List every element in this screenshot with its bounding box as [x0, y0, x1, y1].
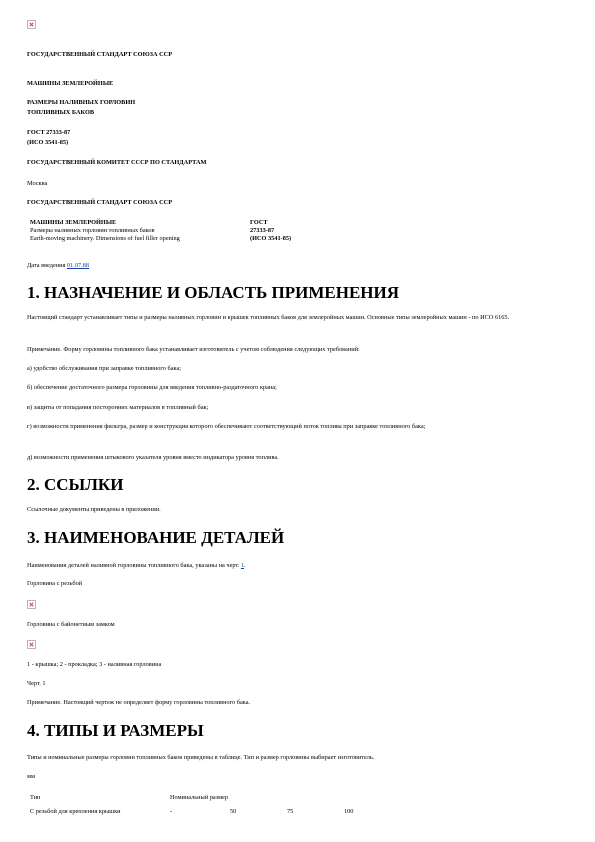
section-4-heading: 4. ТИПЫ И РАЗМЕРЫ [27, 721, 204, 740]
figure-label: Черт. 1 [27, 680, 46, 687]
title-line-1: МАШИНЫ ЗЕМЛЕРОЙНЫЕ [27, 80, 114, 87]
title-block-name-en: Earth-moving machinery. Dimensions of fuel filler opening [30, 235, 180, 242]
intro-date [27, 262, 89, 270]
figure-legend: 1 - крышка; 2 - прокладка; 3 - наливная горловина [27, 661, 162, 668]
iso-number: (ИСО 3541-85) [27, 139, 69, 146]
table-header-size: Номинальный размер [170, 794, 228, 801]
gost-number: ГОСТ 27333-87 [27, 129, 71, 136]
section-3-paragraph-text: Наименования деталей наливной горловины топливного бака, указаны на черт. [27, 562, 240, 569]
city: Москва [27, 180, 48, 187]
section-1-heading: 1. НАЗНАЧЕНИЕ И ОБЛАСТЬ ПРИМЕНЕНИЯ [27, 283, 400, 302]
section-3-paragraph-end: . [244, 562, 246, 569]
title-block-name-caps: МАШИНЫ ЗЕМЛЕРОЙНЫЕ [30, 219, 117, 226]
title-block-iso-code: (ИСО 3541-85) [250, 235, 292, 242]
state-standard-heading-2: ГОСУДАРСТВЕННЫЙ СТАНДАРТ СОЮЗА ССР [27, 199, 173, 206]
threaded-neck-caption: Горловина с резьбой [27, 580, 83, 587]
units-label: мм [27, 773, 35, 780]
section-4-paragraph: Типы и номинальные размеры горловин топливных баков приведены в таблице. Тип и размер горловины выбирает изготовитель. [27, 754, 375, 761]
section-2-heading: 2. ССЫЛКИ [27, 475, 124, 494]
logo-image-placeholder [27, 20, 36, 29]
title-block-name-ru: Размеры наливных горловин топливных баков [30, 227, 155, 234]
section-1-note: Примечание. Форму горловины топливного бака устанавливает изготовитель с учетом соблюдения следующих требований: [27, 346, 360, 353]
section-1-item-a: а) удобство обслуживания при заправке топливного бака; [27, 365, 182, 372]
committee-name: ГОСУДАРСТВЕННЫЙ КОМИТЕТ СССР ПО СТАНДАРТАМ [27, 159, 207, 166]
sizes-table [30, 794, 353, 816]
section-2-paragraph: Ссылочные документы приведены в приложении. [27, 506, 161, 513]
title-line-2: РАЗМЕРЫ НАЛИВНЫХ ГОРЛОВИН [27, 99, 136, 106]
figure-1-link[interactable]: 1 [240, 562, 245, 569]
section-1-item-d: г) возможности применения фильтра, размер и конструкция которого обеспечивают соответствующий поток топлива при заправке топливного бака; [27, 423, 426, 430]
bayonet-neck-image-placeholder [27, 640, 36, 649]
bayonet-neck-caption: Горловина с байонетным замком [27, 621, 115, 628]
threaded-neck-image-placeholder [27, 600, 36, 609]
table-cell-75: 75 [287, 808, 294, 815]
table-header-type: Тип [30, 794, 41, 801]
table-header-row [30, 794, 353, 802]
state-standard-heading: ГОСУДАРСТВЕННЫЙ СТАНДАРТ СОЮЗА ССР [27, 51, 173, 58]
section-3-note: Примечание. Настоящий чертеж не определяет форму горловины топливного бака. [27, 699, 251, 706]
section-3-paragraph [27, 562, 246, 570]
title-block-gost-code: 27333-87 [250, 227, 275, 234]
section-1-item-b: б) обеспечение достаточного размера горловины для введения топливно-раздаточного крана; [27, 384, 277, 391]
title-block-table [30, 219, 291, 243]
intro-date-label: Дата введения [27, 262, 66, 269]
section-1-item-e: д) возможности применения штыкового указателя уровня вместо индикатора уровня топлива. [27, 454, 279, 461]
table-row [30, 802, 353, 816]
section-3-heading: 3. НАИМЕНОВАНИЕ ДЕТАЛЕЙ [27, 528, 285, 547]
intro-date-link[interactable]: 01.07.88 [66, 262, 90, 269]
title-block-gost-label: ГОСТ [250, 219, 268, 226]
table-cell-dash: - [170, 808, 173, 815]
table-cell-100: 100 [344, 808, 354, 815]
table-cell-type: С резьбой для крепления крышки [30, 808, 121, 815]
table-cell-50: 50 [230, 808, 237, 815]
section-1-item-c: в) защиты от попадания посторонних материалов в топливный бак; [27, 404, 209, 411]
section-1-paragraph: Настоящий стандарт устанавливает типы и размеры наливных горловин и крышек топливных баков для землеройных машин. Основные типы землеройных машин - по ИСО 6165. [27, 314, 510, 321]
title-line-3: ТОПЛИВНЫХ БАКОВ [27, 109, 95, 116]
